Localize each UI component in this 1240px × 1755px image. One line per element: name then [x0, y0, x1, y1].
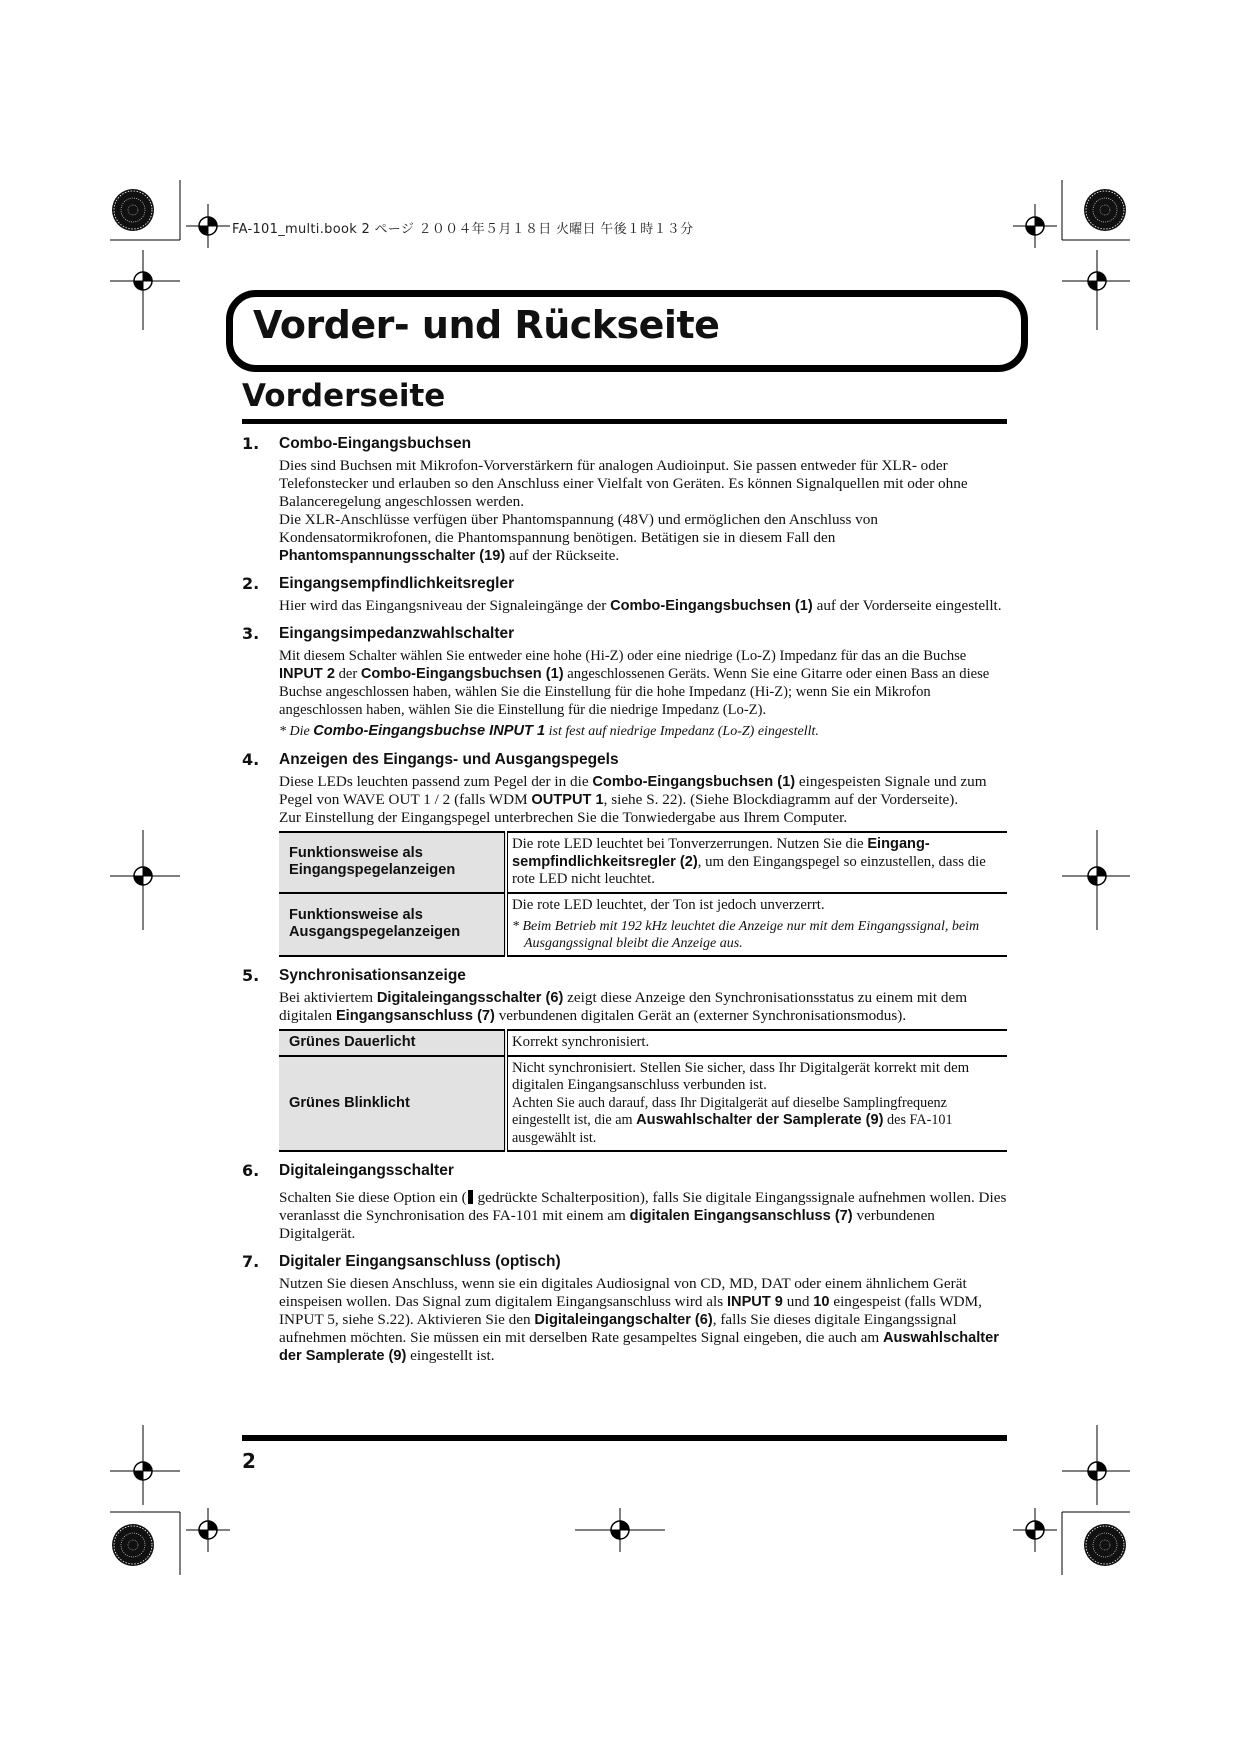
item-title: Synchronisationsanzeige [279, 967, 466, 984]
item-text: Diese LEDs leuchten passend zum Pegel der in die Combo-Eingangsbuchsen (1) eingespeisten Signale und zum Pegel von WAVE OUT 1 / 2 (falls WDM OUTPUT 1, siehe S. 22). (Siehe Blockdiagramm auf der Vorderseite). [279, 773, 987, 808]
item-number: 3. [242, 624, 260, 643]
table-cell-label: Grünes Dauerlicht [279, 1030, 506, 1056]
page-title-box [226, 290, 1028, 372]
table-cell-value: Die rote LED leuchtet, der Ton ist jedoch unverzerrt. * Beim Betrieb mit 192 kHz leuchtet die Anzeige nur mit dem Eingangssignal, beim Ausgangssignal bleibt die Anzeige aus. [506, 893, 1007, 957]
table-note: * Beim Betrieb mit 192 kHz leuchtet die Anzeige nur mit dem Eingangssignal, beim Ausgangssignal bleibt die Anzeige aus. [512, 919, 980, 951]
item-title: Combo-Eingangsbuchsen [279, 435, 472, 452]
item-text: Dies sind Buchsen mit Mikrofon-Vorverstärkern für analogen Audioinput. Sie passen entweder für XLR- oder Telefonstecker und erlauben so den Anschluss einer Vielfalt von Geräten. Es können Signalquellen mit oder ohne Balanceregelung angeschlossen werden. [279, 457, 968, 510]
table-cell-value: Korrekt synchronisiert. [512, 1034, 650, 1050]
sync-indicator-table [279, 1029, 1007, 1152]
item-text: Die XLR-Anschlüsse verfügen über Phantomspannung (48V) und ermöglichen den Anschluss von Kondensatormikrofonen, die Phantomspannung benötigen. Betätigen sie in diesem Fall den Phantomspannungsschalter (19) auf der Rückseite. [279, 511, 878, 564]
item-title: Digitaleingangsschalter [279, 1162, 454, 1179]
item-text: Hier wird das Eingangsniveau der Signaleingänge der Combo-Eingangsbuchsen (1) auf der Vorderseite eingestellt. [279, 597, 1002, 614]
item-text: Mit diesem Schalter wählen Sie entweder eine hohe (Hi-Z) oder eine niedrige (Lo-Z) Impedanz für das an die Buchse INPUT 2 der Combo-Eingangsbuchsen (1) angeschlossenen Geräts. Wenn Sie eine Gitarre oder einen Bass an diese Buchse angeschlossen haben, wählen Sie die Einstellung für die hohe Impedanz (Hi-Z); wenn Sie ein Mikrofon angeschlossen haben, wählen Sie die Einstellung für die niedrige Impedanz (Lo-Z). [279, 648, 990, 718]
switch-pressed-icon [468, 1190, 473, 1204]
item-note: * Die Combo-Eingangsbuchse INPUT 1 ist fest auf niedrige Impedanz (Lo-Z) eingestellt. [279, 723, 819, 739]
print-header: FA-101_multi.book 2 ページ ２００４年５月１８日 火曜日 午後１時１３分 [232, 222, 694, 237]
item-text: Bei aktiviertem Digitaleingangsschalter (6) zeigt diese Anzeige den Synchronisationsstatus zu einem mit dem digitalen Eingangsanschluss (7) verbundenen digitalen Gerät an (externer Synchronisationsmodus). [279, 989, 968, 1024]
section-title: Vorderseite [242, 378, 446, 414]
page-number: 2 [242, 1449, 256, 1473]
item-title: Digitaler Eingangsanschluss (optisch) [279, 1253, 561, 1270]
list-item [242, 966, 1007, 1152]
list-item [242, 1161, 1007, 1243]
section-rule [242, 419, 1007, 424]
table-cell-value: Nicht synchronisiert. Stellen Sie sicher, dass Ihr Digitalgerät korrekt mit dem digitalen Eingangsanschluss verbunden ist. Achten Sie auch darauf, dass Ihr Digitalgerät auf dieselbe Samplingfrequenz eingestellt ist, die am Auswahlschalter der Samplerate (9) des FA-101 ausgewählt ist. [512, 1059, 970, 1146]
table-cell-label: Funktionsweise als Ausgangspegelanzeigen [279, 893, 506, 957]
list-item [242, 750, 1007, 957]
list-item [242, 1252, 1007, 1365]
item-number: 7. [242, 1252, 260, 1271]
item-number: 4. [242, 750, 260, 769]
item-number: 6. [242, 1161, 260, 1180]
item-title: Anzeigen des Eingangs- und Ausgangspegels [279, 751, 619, 768]
table-row [279, 893, 1007, 957]
item-title: Eingangsempfindlichkeitsregler [279, 575, 515, 592]
table-row [279, 1056, 1007, 1152]
item-title: Eingangsimpedanzwahlschalter [279, 625, 515, 642]
list-item [242, 624, 1007, 741]
content [242, 434, 1007, 1374]
table-cell-value: Die rote LED leuchtet bei Tonverzerrungen. Nutzen Sie die Eingangsempfindlichkeitsregler (2), um den Eingangspegel so einzustellen, dass die rote LED nicht leuchtet. [512, 836, 986, 887]
table-row [279, 832, 1007, 893]
item-number: 2. [242, 574, 260, 593]
item-number: 1. [242, 434, 260, 453]
item-text: Schalten Sie diese Option ein ( gedrückte Schalterposition), falls Sie digitale Eingangssignale aufnehmen wollen. Dies veranlasst die Synchronisation des FA-101 mit einem am digitalen Eingangsanschluss (7) verbundenen Digitalgerät. [279, 1189, 1007, 1242]
table-row [279, 1030, 1007, 1056]
list-item [242, 574, 1007, 615]
item-text: Zur Einstellung der Eingangspegel unterbrechen Sie die Tonwiedergabe aus Ihrem Computer. [279, 809, 848, 826]
table-cell-label: Funktionsweise als Eingangspegelanzeigen [279, 832, 506, 893]
level-meter-table [279, 831, 1007, 957]
page-title: Vorder- und Rückseite [253, 303, 720, 347]
item-number: 5. [242, 966, 260, 985]
list-item [242, 434, 1007, 565]
footer-rule [242, 1435, 1007, 1441]
table-cell-label: Grünes Blinklicht [279, 1056, 506, 1152]
item-text: Nutzen Sie diesen Anschluss, wenn sie ein digitales Audiosignal von CD, MD, DAT oder einem ähnlichem Gerät einspeisen wollen. Das Signal zum digitalem Eingangsanschluss wird als INPUT 9 und 10 eingespeist (falls WDM, INPUT 5, siehe S.22). Aktivieren Sie den Digitaleingangschalter (6), falls Sie dieses digitale Eingangssignal aufnehmen möchten. Sie müssen ein mit derselben Rate gesampeltes Signal eingeben, die auch am Auswahlschalter der Samplerate (9) eingestellt ist. [279, 1275, 999, 1364]
